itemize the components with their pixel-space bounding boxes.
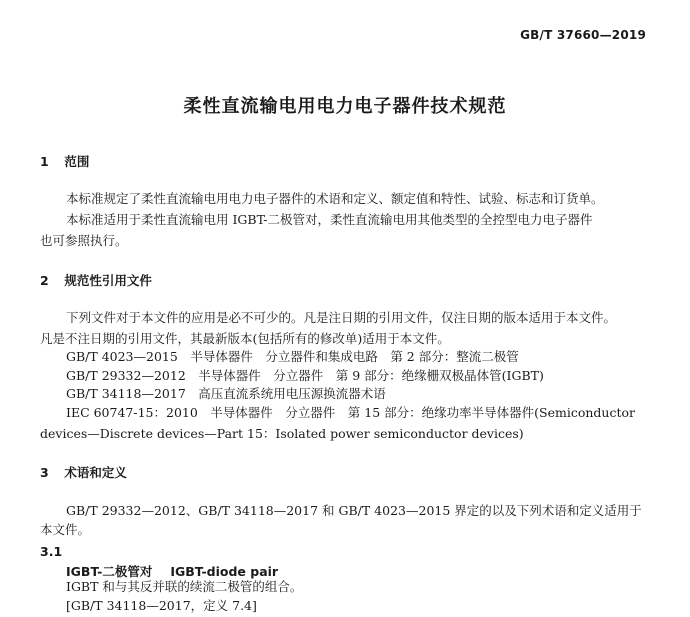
section-3-heading <box>40 463 127 481</box>
term-source: [GB/T 34118—2017，定义 7.4] <box>66 598 257 613</box>
section-2-heading <box>40 271 152 289</box>
section-1-heading <box>40 152 89 170</box>
section-number: 3 <box>40 465 49 480</box>
section-1-paragraph-2-line-1: 本标准适用于柔性直流输电用 IGBT-二极管对，柔性直流输电用其他类型的全控型电力电子器件 <box>66 212 593 227</box>
reference-item: GB/T 29332—2012 半导体器件 分立器件 第 9 部分：绝缘栅双极晶体管(IGBT) <box>66 368 544 383</box>
section-3-paragraph-line-1: GB/T 29332—2012、GB/T 34118—2017 和 GB/T 4023—2015 界定的以及下列术语和定义适用于 <box>66 503 642 518</box>
subclause-number: 3.1 <box>40 544 63 559</box>
section-3-paragraph-line-2: 本文件。 <box>40 522 91 537</box>
section-title: 范围 <box>64 154 90 169</box>
section-1-paragraph-1: 本标准规定了柔性直流输电用电力电子器件的术语和定义、额定值和特性、试验、标志和订货单。 <box>66 191 604 206</box>
term-english: IGBT-diode pair <box>170 564 279 579</box>
section-title: 规范性引用文件 <box>64 273 152 288</box>
section-2-paragraph-line-1: 下列文件对于本文件的应用是必不可少的。凡是注日期的引用文件，仅注日期的版本适用于本文件。 <box>66 310 617 325</box>
standard-number: GB/T 37660—2019 <box>520 28 646 42</box>
section-title: 术语和定义 <box>64 465 127 480</box>
section-2-paragraph-line-2: 凡是不注日期的引用文件，其最新版本(包括所有的修改单)适用于本文件。 <box>40 331 450 346</box>
reference-item: GB/T 34118—2017 高压直流系统用电压源换流器术语 <box>66 386 386 401</box>
reference-item: IEC 60747-15：2010 半导体器件 分立器件 第 15 部分：绝缘功率半导体器件(Semiconductor <box>66 405 636 420</box>
section-number: 2 <box>40 273 49 288</box>
document-title: 柔性直流输电用电力电子器件技术规范 <box>183 96 507 117</box>
section-number: 1 <box>40 154 49 169</box>
reference-item-continuation: devices—Discrete devices—Part 15：Isolated power semiconductor devices) <box>40 426 524 441</box>
section-1-paragraph-2-line-2: 也可参照执行。 <box>40 233 128 248</box>
term-chinese: IGBT-二极管对 <box>66 564 153 579</box>
reference-item: GB/T 4023—2015 半导体器件 分立器件和集成电路 第 2 部分：整流二极管 <box>66 349 519 364</box>
term-definition: IGBT 和与其反并联的续流二极管的组合。 <box>66 579 303 594</box>
